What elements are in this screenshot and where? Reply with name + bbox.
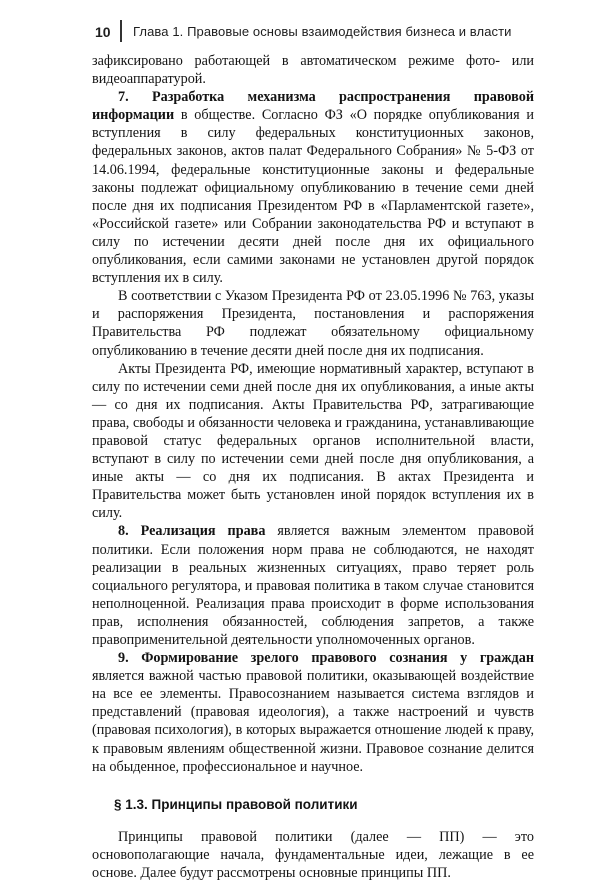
chapter-title: Глава 1. Правовые основы взаимодействия бизнеса и власти [133,24,512,39]
paragraph-item-8 [92,522,534,649]
paragraph-principles [92,828,534,882]
header-divider [120,20,122,42]
paragraph-text: Акты Президента РФ, имеющие нормативный характер, вступают в силу по истечении семи дней после дня их опубликования, а иные акты — со дня их подписания. Акты Правительства РФ, затрагивающие права, свободы и обязанности человека и гражданина, устанавливающие правовой статус федеральных органов исполнительной власти, вступают в силу по истечении семи дней после дня опубликования, а иные акты — со дня их подписания. В актах Президента и Правительства может быть установлен иной порядок вступления их в силу. [92,360,534,522]
item-number: 9. [118,650,129,667]
section-heading: § 1.3. Принципы правовой политики [114,796,358,812]
paragraph-text: в обществе. Согласно ФЗ «О порядке опубликования и вступления в силу федеральных конституционных законов, федеральных законов, актов палат Федерального Собрания» № 5-ФЗ от 14.06.1994, федеральные конституционные законы и федеральные законы подлежат официальному опубликованию в течение семи дней после дня их подписания Президентом РФ в «Парламентской газете», «Российской газете» или Собрании законодательства РФ и вступают в силу по истечении десяти дней после дня их официального опубликования, если самими законами не установлен другой порядок вступления их в силу. [92,107,534,287]
paragraph-text: является важным элементом правовой политики. Если положения норм права не соблюдаются, не находят реализации в реальных жизненных ситуациях, право теряет роль социального регулятора, и правовая политика в таком случае становится неполноценной. Реализация права происходит в форме использования прав, исполнения обязанностей, соблюдения запретов, а также правоприменительной деятельности уполномоченных органов. [92,523,534,648]
item-heading: Формирование зрелого правового сознания у граждан [141,650,534,667]
item-number: 7. [118,89,129,106]
paragraph-continuation [92,52,534,88]
paragraph-president-acts [92,360,534,523]
running-header [95,18,535,46]
paragraph-text: зафиксировано работающей в автоматическом режиме фото- или видеоаппаратурой. [92,53,534,88]
paragraph-item-9 [92,649,534,776]
paragraph-text: Принципы правовой политики (далее — ПП) — это основополагающие начала, фундаментальные идеи, лежащие в ее основе. Далее будут рассмотрены основные принципы ПП. [92,828,534,881]
paragraph-text: В соответствии с Указом Президента РФ от 23.05.1996 № 763, указы и распоряжения Президента, постановления и распоряжения Правительства РФ подлежат обязательному официальному опубликованию в течение десяти дней после дня их подписания. [92,288,534,359]
item-number: 8. [118,523,129,540]
paragraph-item-7 [92,88,534,287]
item-heading: Реализация права [140,523,266,540]
page-number: 10 [95,24,111,40]
page-body [92,52,534,882]
paragraph-decree [92,287,534,359]
paragraph-text: является важной частью правовой политики, оказывающей воздействие на все ее элементы. Правосознанием называется система взглядов и представлений (правовая идеология), а также настроений и чувств (правовая психология), в которых выражается отношение людей к праву, к правовым явлениям общественной жизни. Правовое сознание делится на обыденное, профессиональное и научное. [92,668,534,775]
item-heading: Разработка механизма распространения правовой информации [92,89,535,124]
